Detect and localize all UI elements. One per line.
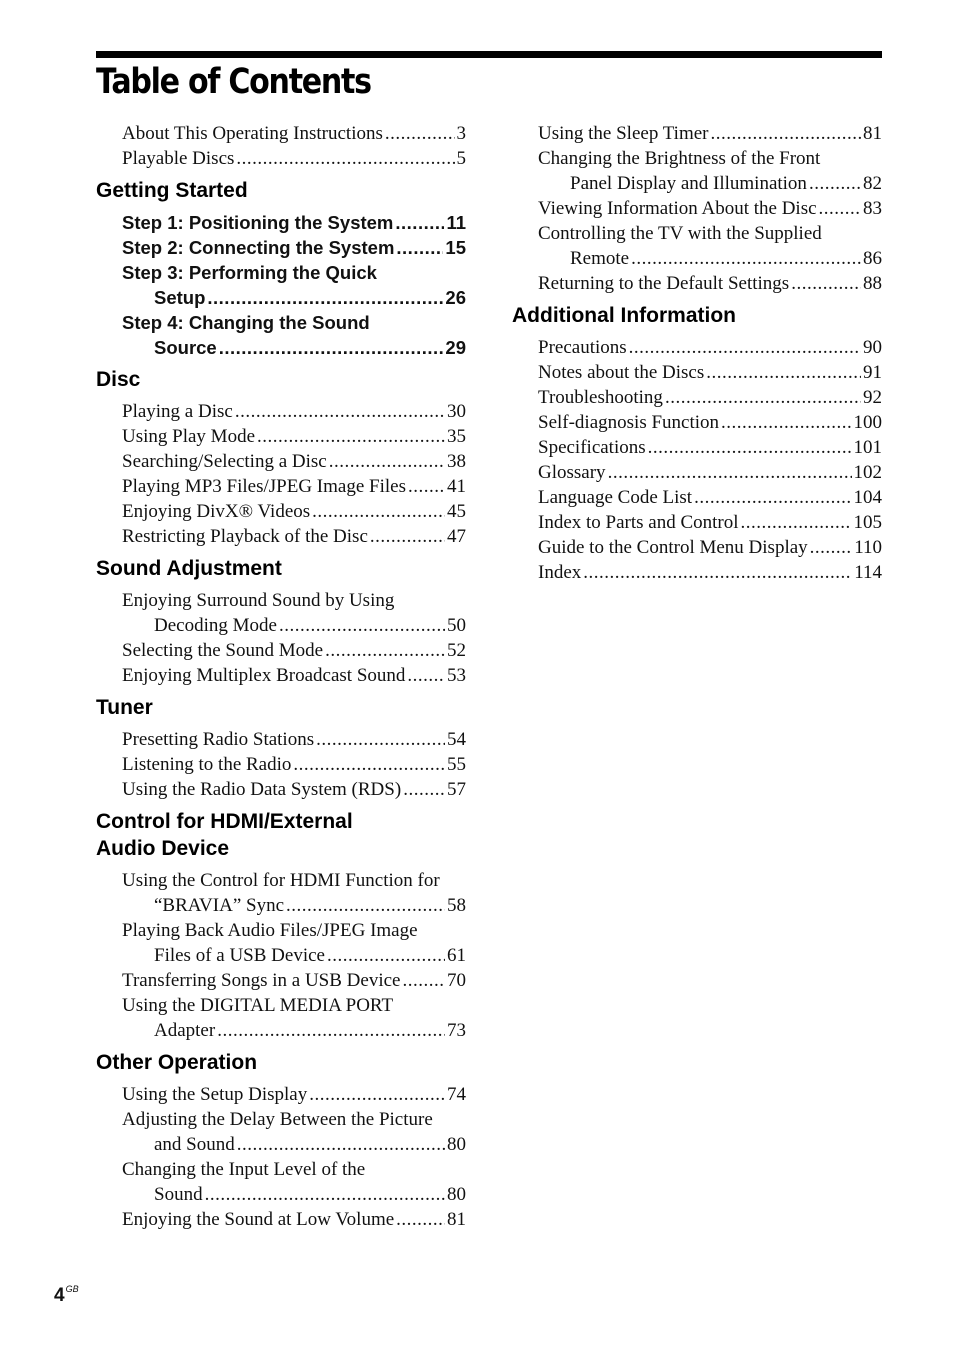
dot-leader (217, 1018, 445, 1043)
toc-entry[interactable] (122, 399, 466, 424)
entry-label: Files of a USB Device (154, 945, 325, 966)
entry-page: 61 (447, 945, 466, 966)
section-heading-other-operation: Other Operation (96, 1051, 258, 1074)
dot-leader (370, 524, 445, 549)
toc-entry[interactable] (122, 727, 466, 752)
entry-page: 35 (447, 426, 466, 447)
toc-entry[interactable] (122, 310, 466, 360)
toc-entry[interactable] (122, 663, 466, 688)
entry-page: 91 (863, 362, 882, 383)
entry-label: Index to Parts and Control (538, 512, 739, 533)
entry-page: 81 (863, 123, 882, 144)
entry-label-line1: Controlling the TV with the Supplied (538, 223, 822, 244)
heading-line1: Control for HDMI/External (96, 810, 353, 833)
entry-label: Presetting Radio Stations (122, 729, 315, 750)
entry-label-line1: Enjoying Surround Sound by Using (122, 590, 395, 611)
entry-page: 88 (863, 273, 882, 294)
dot-leader (629, 335, 861, 360)
heading-line2: Audio Device (96, 837, 230, 860)
entry-page: 38 (447, 451, 466, 472)
entry-page: 29 (445, 337, 466, 358)
entry-page: 70 (447, 970, 466, 991)
section-heading-disc: Disc (96, 368, 141, 391)
toc-left-column (96, 121, 466, 1232)
dot-leader (710, 121, 861, 146)
page-number (54, 1284, 79, 1307)
entry-page: 58 (447, 895, 466, 916)
right-top-entries (538, 121, 882, 296)
other-operation-entries (122, 1082, 466, 1232)
dot-leader (327, 943, 445, 968)
section-heading-additional-information: Additional Information (512, 304, 736, 327)
additional-information-entries (538, 335, 882, 585)
toc-entry[interactable] (122, 968, 466, 993)
toc-entry[interactable] (122, 499, 466, 524)
disc-entries (122, 399, 466, 549)
toc-entry[interactable] (122, 588, 466, 638)
dot-leader (325, 638, 445, 663)
entry-label: About This Operating Instructions (122, 123, 383, 144)
entry-label: Transferring Songs in a USB Device (122, 970, 401, 991)
toc-entry[interactable] (122, 1207, 466, 1232)
dot-leader (293, 752, 445, 777)
entry-label: Using the Setup Display (122, 1084, 308, 1105)
entry-label: Selecting the Sound Mode (122, 640, 324, 661)
dot-leader (309, 1082, 445, 1107)
dot-leader (395, 210, 444, 235)
dot-leader (407, 663, 445, 688)
entry-page: 80 (447, 1134, 466, 1155)
entry-label: Using Play Mode (122, 426, 255, 447)
entry-page: 81 (447, 1209, 466, 1230)
toc-entry[interactable] (122, 121, 466, 146)
entry-label: and Sound (154, 1134, 235, 1155)
entry-label: Sound (154, 1184, 203, 1205)
toc-entry[interactable] (538, 335, 882, 360)
toc-entry[interactable] (122, 993, 466, 1043)
entry-label: Searching/Selecting a Disc (122, 451, 327, 472)
toc-entry[interactable] (538, 410, 882, 435)
entry-label: Index (538, 562, 582, 583)
entry-label: Enjoying Multiplex Broadcast Sound (122, 665, 406, 686)
control-hdmi-entries (122, 868, 466, 1043)
dot-leader (648, 435, 852, 460)
toc-entry[interactable] (122, 235, 466, 260)
dot-leader (316, 727, 445, 752)
dot-leader (219, 335, 444, 360)
entry-label: Glossary (538, 462, 606, 483)
getting-started-entries (122, 210, 466, 360)
entry-page: 11 (446, 212, 466, 233)
entry-label: Enjoying DivX® Videos (122, 501, 311, 522)
entry-page: 114 (854, 562, 882, 583)
entry-page: 45 (447, 501, 466, 522)
toc-entry[interactable] (122, 449, 466, 474)
entry-page: 5 (456, 148, 466, 169)
toc-entry[interactable] (538, 460, 882, 485)
dot-leader (396, 235, 443, 260)
dot-leader (286, 893, 445, 918)
entry-page: 15 (445, 237, 466, 258)
dot-leader (329, 449, 445, 474)
entry-label: Playing MP3 Files/JPEG Image Files (122, 476, 406, 497)
dot-leader (257, 424, 445, 449)
entry-page: 83 (863, 198, 882, 219)
entry-label: Listening to the Radio (122, 754, 292, 775)
toc-entry[interactable] (122, 638, 466, 663)
entry-page: 82 (863, 173, 882, 194)
toc-entry[interactable] (122, 918, 466, 968)
toc-entry[interactable] (122, 260, 466, 310)
dot-leader (385, 121, 455, 146)
toc-entry[interactable] (122, 1107, 466, 1157)
toc-entry[interactable] (538, 146, 882, 196)
dot-leader (235, 399, 445, 424)
toc-entry[interactable] (538, 360, 882, 385)
entry-label: Source (154, 337, 217, 358)
dot-leader (721, 410, 851, 435)
entry-label-line1: Step 4: Changing the Sound (122, 312, 370, 333)
dot-leader (403, 777, 445, 802)
toc-entry[interactable] (122, 777, 466, 802)
toc-entry[interactable] (538, 510, 882, 535)
entry-label: Adapter (154, 1020, 216, 1041)
entry-label: Restricting Playback of the Disc (122, 526, 368, 547)
entry-page: 30 (447, 401, 466, 422)
entry-label: Setup (154, 287, 206, 308)
entry-label: Decoding Mode (154, 615, 277, 636)
entry-page: 90 (863, 337, 882, 358)
entry-label: Guide to the Control Menu Display (538, 537, 808, 558)
dot-leader (205, 1182, 445, 1207)
entry-page: 3 (456, 123, 466, 144)
entry-page: 100 (853, 412, 882, 433)
entry-page: 74 (447, 1084, 466, 1105)
dot-leader (810, 535, 853, 560)
entry-page: 105 (853, 512, 882, 533)
entry-label: Troubleshooting (538, 387, 663, 408)
toc-entry[interactable] (538, 271, 882, 296)
dot-leader (396, 1207, 445, 1232)
section-heading-sound-adjustment: Sound Adjustment (96, 557, 282, 580)
entry-page: 41 (447, 476, 466, 497)
entry-label: Precautions (538, 337, 627, 358)
dot-leader (237, 1132, 445, 1157)
page-title: Table of Contents (96, 62, 371, 102)
entry-page: 53 (447, 665, 466, 686)
dot-leader (665, 385, 861, 410)
entry-label: Using the Radio Data System (RDS) (122, 779, 402, 800)
entry-page: 104 (853, 487, 882, 508)
entry-page: 102 (853, 462, 882, 483)
entry-label: Playing a Disc (122, 401, 233, 422)
dot-leader (236, 146, 454, 171)
toc-entry[interactable] (538, 221, 882, 271)
page-number-suffix: GB (65, 1284, 79, 1294)
entry-label-line1: Using the Control for HDMI Function for (122, 870, 440, 891)
entry-label-line1: Step 3: Performing the Quick (122, 262, 377, 283)
entry-label-line1: Adjusting the Delay Between the Picture (122, 1109, 433, 1130)
tuner-entries (122, 727, 466, 802)
entry-page: 26 (445, 287, 466, 308)
entry-page: 73 (447, 1020, 466, 1041)
entry-label-line1: Changing the Brightness of the Front (538, 148, 821, 169)
entry-page: 101 (853, 437, 882, 458)
sound-adjustment-entries (122, 588, 466, 688)
entry-page: 92 (863, 387, 882, 408)
dot-leader (408, 474, 445, 499)
entry-label-line1: Playing Back Audio Files/JPEG Image (122, 920, 418, 941)
toc-entry[interactable] (538, 435, 882, 460)
entry-page: 80 (447, 1184, 466, 1205)
section-heading-tuner: Tuner (96, 696, 153, 719)
entry-label: Step 1: Positioning the System (122, 212, 394, 233)
dot-leader (706, 360, 861, 385)
title-rule (96, 51, 882, 58)
entry-label: Step 2: Connecting the System (122, 237, 395, 258)
dot-leader (741, 510, 852, 535)
dot-leader (608, 460, 852, 485)
dot-leader (583, 560, 852, 585)
dot-leader (819, 196, 861, 221)
entry-label: Specifications (538, 437, 646, 458)
entry-label-line1: Using the DIGITAL MEDIA PORT (122, 995, 394, 1016)
toc-entry[interactable] (122, 524, 466, 549)
entry-page: 55 (447, 754, 466, 775)
entry-label-line1: Changing the Input Level of the (122, 1159, 366, 1180)
dot-leader (279, 613, 445, 638)
entry-label: Self-diagnosis Function (538, 412, 720, 433)
dot-leader (694, 485, 851, 510)
toc-entry[interactable] (538, 196, 882, 221)
entry-label: Language Code List (538, 487, 693, 508)
toc-right-column (512, 121, 882, 585)
toc-entry[interactable] (122, 752, 466, 777)
dot-leader (631, 246, 861, 271)
entry-label: Notes about the Discs (538, 362, 705, 383)
toc-entry[interactable] (538, 485, 882, 510)
toc-entry[interactable] (538, 121, 882, 146)
entry-label: Using the Sleep Timer (538, 123, 709, 144)
toc-entry[interactable] (538, 385, 882, 410)
entry-label: “BRAVIA” Sync (154, 895, 285, 916)
dot-leader (402, 968, 445, 993)
entry-label: Returning to the Default Settings (538, 273, 790, 294)
entry-label: Panel Display and Illumination (570, 173, 807, 194)
entry-page: 57 (447, 779, 466, 800)
toc-entry[interactable] (122, 210, 466, 235)
toc-entry[interactable] (122, 1157, 466, 1207)
entry-page: 50 (447, 615, 466, 636)
entry-page: 52 (447, 640, 466, 661)
entry-label: Viewing Information About the Disc (538, 198, 817, 219)
toc-entry[interactable] (122, 424, 466, 449)
section-heading-control-hdmi (96, 808, 466, 862)
toc-entry[interactable] (538, 535, 882, 560)
entry-label: Enjoying the Sound at Low Volume (122, 1209, 395, 1230)
entry-label: Remote (570, 248, 630, 269)
dot-leader (312, 499, 445, 524)
toc-entry[interactable] (122, 1082, 466, 1107)
toc-entry[interactable] (122, 146, 466, 171)
dot-leader (809, 171, 861, 196)
entry-page: 86 (863, 248, 882, 269)
toc-entry[interactable] (122, 474, 466, 499)
entry-page: 47 (447, 526, 466, 547)
entry-page: 110 (854, 537, 882, 558)
toc-entry[interactable] (122, 868, 466, 918)
section-heading-getting-started: Getting Started (96, 179, 248, 202)
entry-label: Playable Discs (122, 148, 235, 169)
dot-leader (207, 285, 443, 310)
intro-entries (122, 121, 466, 171)
toc-entry[interactable] (538, 560, 882, 585)
dot-leader (791, 271, 861, 296)
entry-page: 54 (447, 729, 466, 750)
page-number-value: 4 (54, 1285, 65, 1306)
